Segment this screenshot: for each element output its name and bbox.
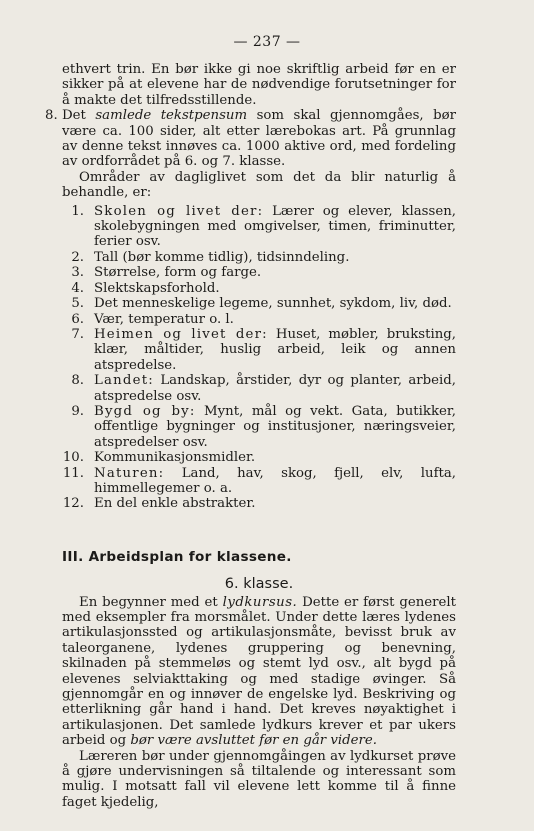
list-item bbox=[62, 404, 456, 450]
list-item-heading: Naturen: bbox=[94, 465, 165, 481]
list-item-text: Vær, temperatur o. l. bbox=[94, 311, 234, 327]
list-item bbox=[62, 373, 456, 404]
list-item-heading: Heimen og livet der: bbox=[94, 326, 268, 342]
item-8-post: som skal gjennomgåes, bør være ca. 100 sider, alt etter lærebokas art. På grunnlag av denne tekst innøves ca. 1000 aktive ord, med fordeling av ordforrådet på 6. og 7. klasse. bbox=[62, 108, 456, 170]
list-item-text: En del enkle abstrakter. bbox=[94, 496, 256, 512]
list-item-text: Mynt, mål og vekt. Gata, butikker, offentlige bygninger og institusjoner, næringsveier, atspredelser osv. bbox=[94, 403, 456, 450]
list-item-text: Huset, møbler, bruksting, klær, måltider, huslig arbeid, leik og annen atspredelse. bbox=[94, 326, 456, 373]
areas-list bbox=[62, 204, 456, 512]
intro-paragraph: ethvert trin. En bør ikke gi noe skriftlig arbeid før en er sikker på at elevene har de nødvendige forutsetninger for å makte det tilfredsstillende. bbox=[62, 62, 456, 108]
list-item bbox=[62, 250, 456, 265]
list-item-number: 4. bbox=[71, 280, 84, 296]
class-heading: 6. klasse. bbox=[224, 576, 294, 593]
item-8-pre: Det bbox=[62, 108, 96, 124]
list-item-heading: Bygd og by: bbox=[94, 403, 196, 419]
list-item bbox=[62, 281, 456, 296]
list-item-number: 10. bbox=[62, 450, 84, 466]
list-item bbox=[62, 296, 456, 311]
list-item-text: Størrelse, form og farge. bbox=[94, 265, 262, 281]
page-number: — 237 — bbox=[233, 34, 301, 50]
list-item-number: 1. bbox=[71, 203, 84, 219]
list-item-number: 2. bbox=[71, 249, 84, 265]
para1-italic-end: bør være avsluttet før en går videre. bbox=[130, 733, 377, 749]
list-item-text: Slektskapsforhold. bbox=[94, 280, 220, 296]
item-8-italic: samlede tekstpensum bbox=[95, 108, 248, 124]
list-item-text: Tall (bør komme tidlig), tidsinndeling. bbox=[94, 249, 350, 265]
list-item-number: 12. bbox=[62, 496, 84, 512]
list-item-number: 6. bbox=[71, 311, 84, 327]
list-item bbox=[62, 496, 456, 511]
para1-mid: Dette er først generelt med eksempler fra morsmålet. Under dette læres lydenes artikulasjonssted og artikulasjonsmåte, bevisst bruk av taleorganene, lydenes gruppering og benevning, skilnaden på stemmeløs og stemt lyd osv., alt bygd på elevenes selviakttaking og med stadige øvinger. Så gjennomgår en og innøver de engelske lyd. Beskriving og etterlikning går hand i hand. Det kreves nøyaktighet i artikulasjonen. Det samlede lydkurs krever et par ukers arbeid og bbox=[62, 594, 456, 749]
para1-pre: En begynner med et bbox=[79, 594, 223, 610]
para1-italic-lydkursus: lydkursus. bbox=[222, 594, 298, 610]
list-item bbox=[62, 327, 456, 373]
list-item-number: 9. bbox=[71, 403, 84, 419]
list-item-heading: Landet: bbox=[94, 373, 154, 389]
item-8-paragraph bbox=[45, 108, 456, 170]
item-8-number: 8. bbox=[45, 108, 58, 124]
list-item-text: Land, hav, skog, fjell, elv, lufta, himmellegemer o. a. bbox=[94, 465, 456, 496]
teacher-paragraph: Læreren bør under gjennomgåingen av lydkurset prøve å gjøre undervisningen så tiltalende og interessant som mulig. I motsatt fall vil elevene lett komme til å finne faget kjedelig, bbox=[62, 748, 456, 810]
list-item-text: Det menneskelige legeme, sunnhet, sykdom, liv, død. bbox=[94, 296, 452, 312]
list-item-text: Lærer og elever, klassen, skolebygningen med omgivelser, timen, friminutter, ferier osv. bbox=[94, 203, 456, 250]
list-item-number: 11. bbox=[62, 465, 84, 481]
list-item bbox=[62, 204, 456, 250]
list-item bbox=[62, 450, 456, 465]
list-item bbox=[62, 466, 456, 497]
list-item-number: 5. bbox=[71, 296, 84, 312]
section-heading: III. Arbeidsplan for klassene. bbox=[62, 548, 292, 565]
list-item-text: Kommunikasjonsmidler. bbox=[94, 450, 256, 466]
areas-intro: Områder av dagliglivet som det da blir naturlig å behandle, er: bbox=[62, 169, 456, 201]
list-item bbox=[62, 265, 456, 280]
list-item-number: 8. bbox=[71, 373, 84, 389]
lydkurs-paragraph bbox=[62, 595, 456, 749]
list-item-text: Landskap, årstider, dyr og planter, arbeid, atspredelse osv. bbox=[94, 373, 456, 404]
page-body bbox=[45, 62, 456, 810]
list-item bbox=[62, 312, 456, 327]
list-item-number: 3. bbox=[71, 265, 84, 281]
list-item-number: 7. bbox=[71, 326, 84, 342]
list-item-heading: Skolen og livet der: bbox=[94, 203, 264, 219]
